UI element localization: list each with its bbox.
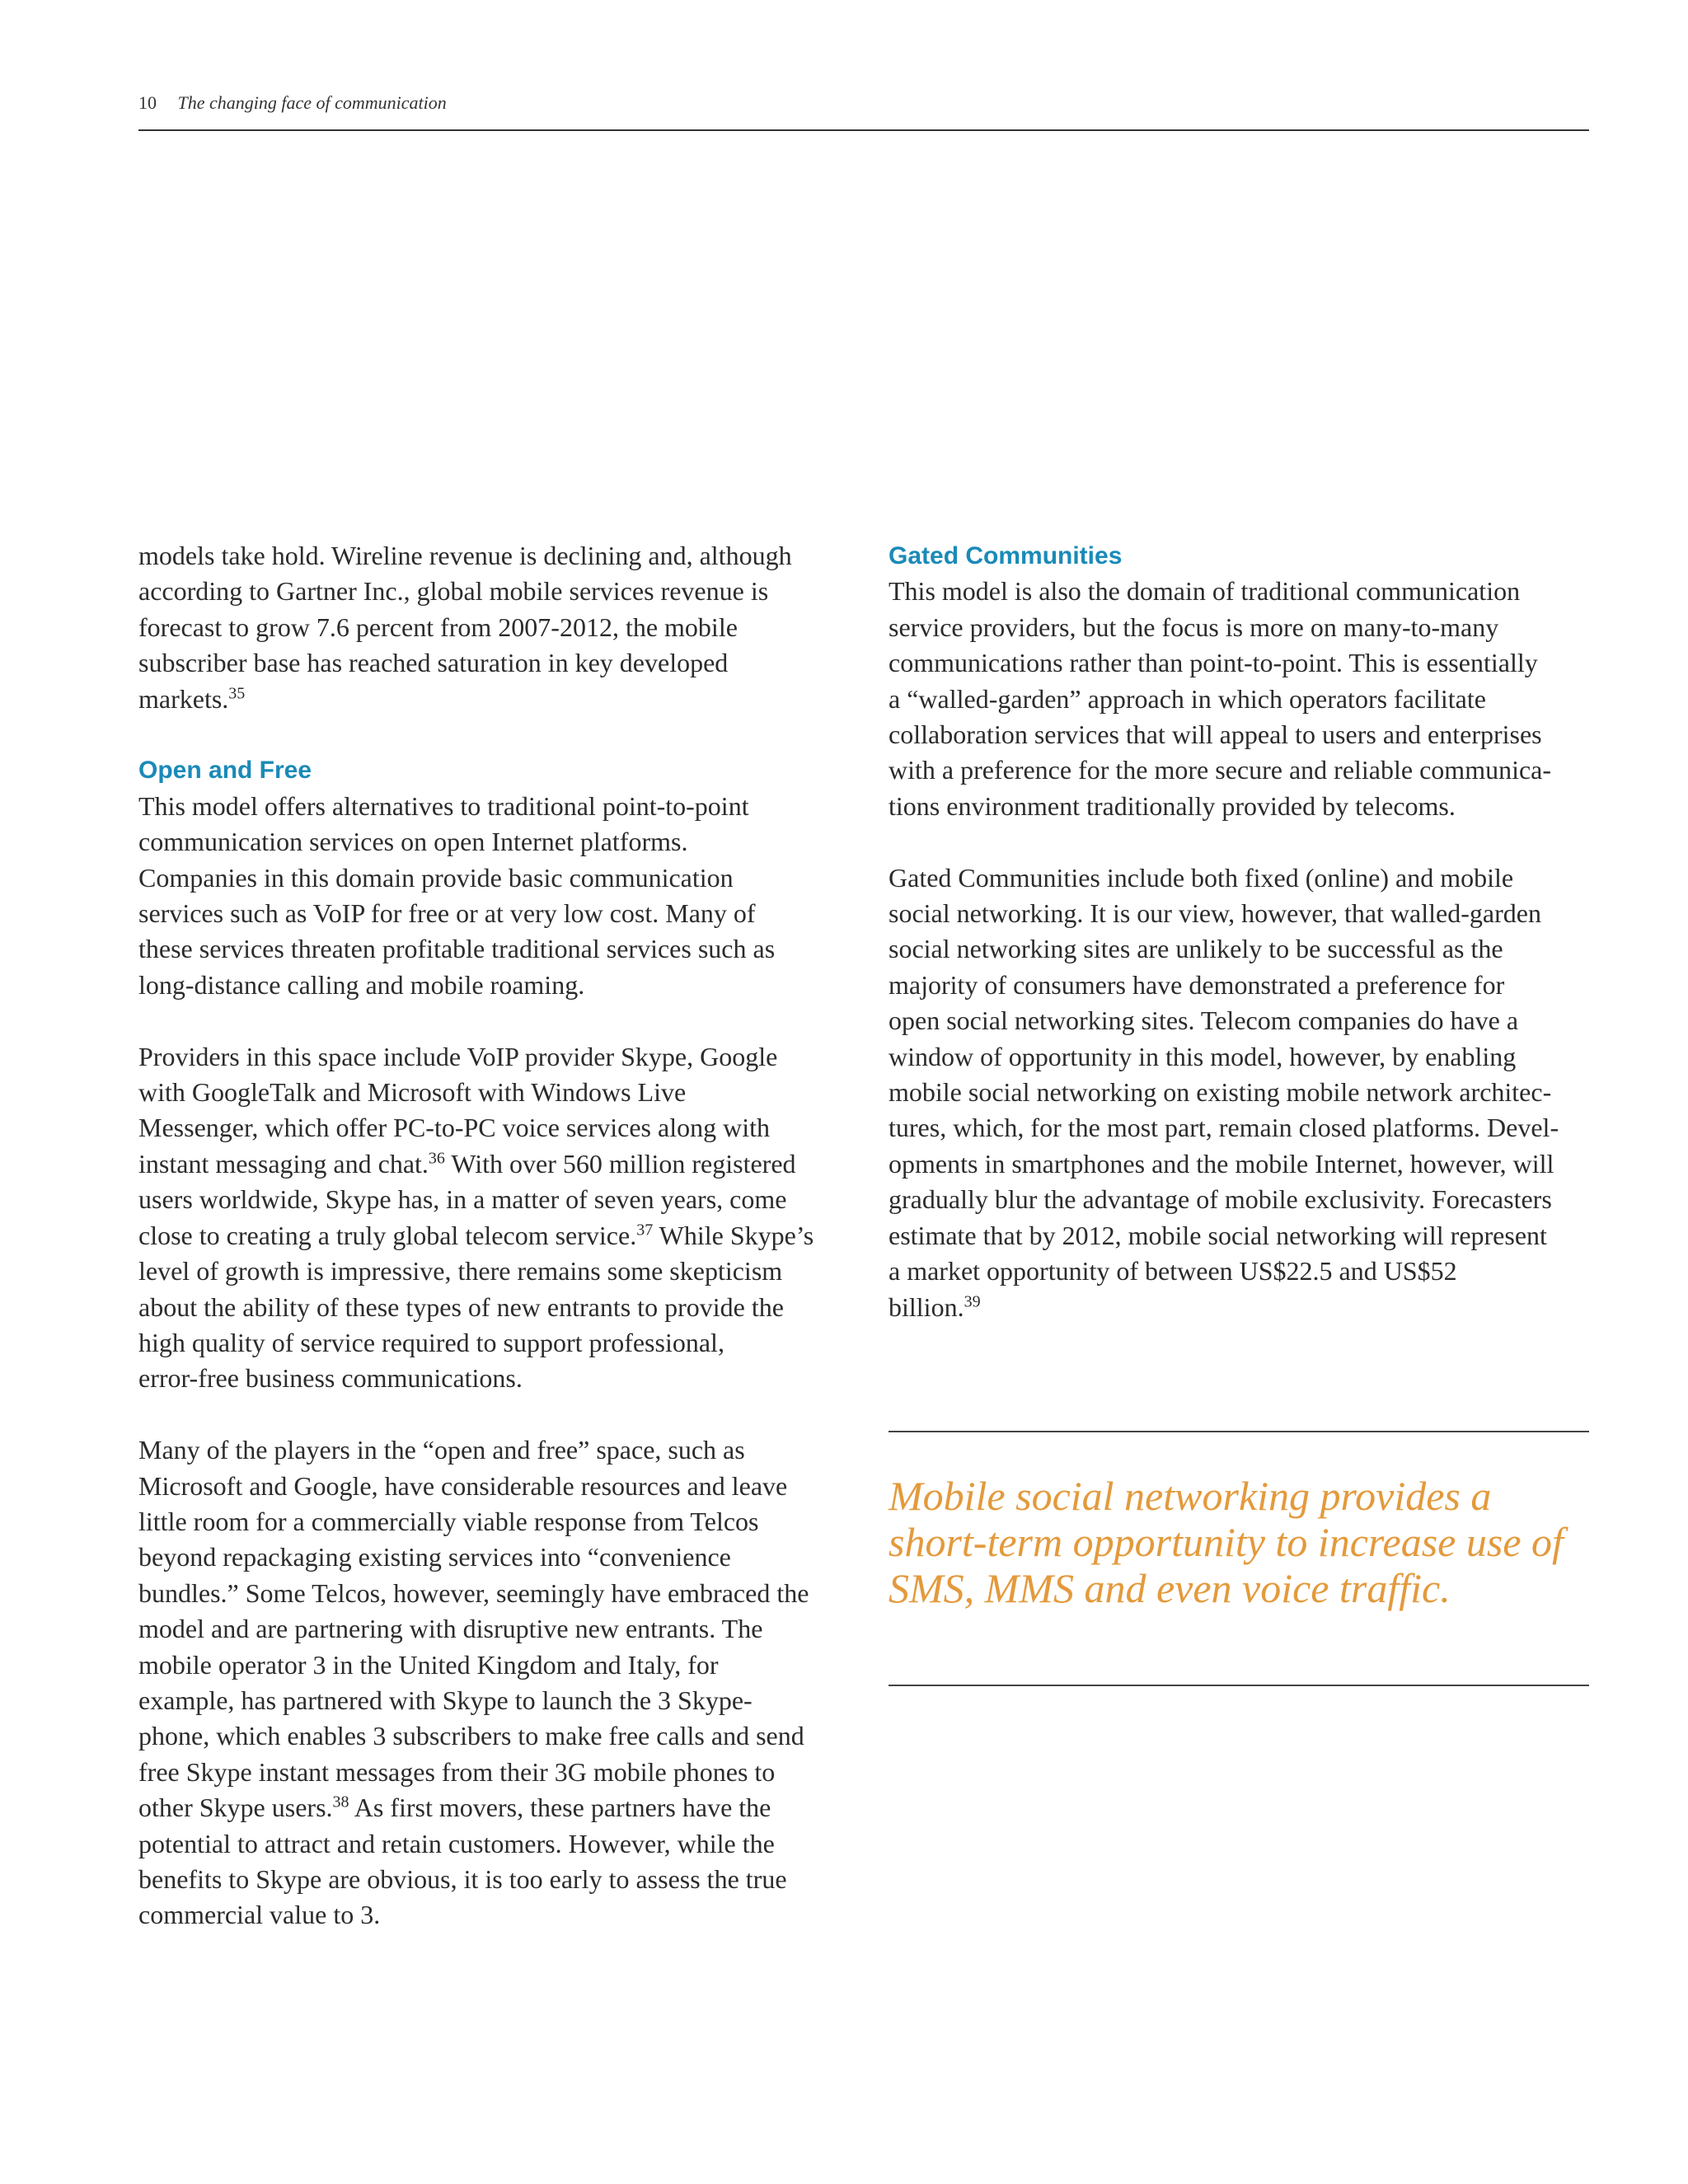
- section-heading-open-and-free: Open and Free: [138, 757, 312, 785]
- page-number: 10: [138, 92, 157, 113]
- pull-quote: Mobile social networking provides a short-term opportunity to increase use of SMS, MMS and even voice traffic.: [889, 1473, 1564, 1611]
- right-column: [889, 538, 1589, 1361]
- paragraph-providers: Providers in this space include VoIP provider Skype, Google with GoogleTalk and Microsoft with Windows Live Messenger, which offer PC-to-PC voice services along with instant messaging and chat.$^{36}$ With over 560 million registered users worldwide, Skype has, in a matter of seven years, come close to creating a truly global telecom service.$^{37}$ While Skype’s level of growth is impressive, there remains some skepticism about the ability of these types of new entrants to provide the high quality of service required to support professional, error-free business communications.: [138, 1041, 814, 1394]
- paragraph-intro: models take hold. Wireline revenue is declining and, although according to Gartner Inc., global mobile services revenue is forecast to grow 7.6 percent from 2007-2012, the mobile subscriber base has reached saturation in key developed markets.$^{35}$: [138, 541, 792, 714]
- paragraph-gated-social: Gated Communities include both fixed (online) and mobile social networking. It is our view, however, that walled-garden social networking sites are unlikely to be successful as the majority of consumers have demonstrated a preference for open social networking sites. Telecom companies do have a window of opportunity in this model, however, by enabling mobile social networking on existing mobile network architec- tures, which, for the most part, remain closed platforms. Devel- opments in smartphones and the mobile Internet, however, will gradually blur the advantage of mobile exclusivity. Forecasters estimate that by 2012, mobile social networking will represent a market opportunity of between US$22.5 and US$52 billion.$^{39}$: [889, 862, 1559, 1322]
- header-divider: [138, 129, 1589, 131]
- paragraph-open-free-definition: This model offers alternatives to traditional point-to-point communication services on open Internet platforms. Companies in this domain provide basic communication services such as VoIP for free or at very low cost. Many of these services threaten profitable traditional services such as long-distance calling and mobile roaming.: [138, 790, 776, 1000]
- pullquote-top-rule: [889, 1431, 1589, 1432]
- footnote-ref: 36: [428, 1149, 445, 1168]
- running-header: [138, 92, 1589, 114]
- pullquote-bottom-rule: [889, 1685, 1589, 1686]
- left-column: [138, 538, 847, 1969]
- footnote-ref: 38: [332, 1793, 349, 1811]
- paragraph-gated-definition: This model is also the domain of traditional communication service providers, but the focus is more on many-to-many communications rather than point-to-point. This is essentially a “walled-garden” approach in which operators facilitate collaboration services that will appeal to users and enterprises with a preference for the more secure and reliable communica- tions environment traditionally provided by telecoms.: [889, 576, 1552, 821]
- footnote-ref: 37: [636, 1221, 654, 1240]
- footnote-ref: 39: [964, 1291, 981, 1310]
- paragraph-players: Many of the players in the “open and free” space, such as Microsoft and Google, have considerable resources and leave little room for a commercially viable response from Telcos beyond repackaging existing services into “convenience bundles.” Some Telcos, however, seemingly have embraced the model and are partnering with disruptive new entrants. The mobile operator 3 in the United Kingdom and Italy, for example, has partnered with Skype to launch the 3 Skype- phone, which enables 3 subscribers to make free calls and send free Skype instant messages from their 3G mobile phones to other Skype users.$^{38}$ As first movers, these partners have the potential to attract and retain customers. However, while the benefits to Skype are obvious, it is too early to assess the true commercial value to 3.: [138, 1435, 809, 1930]
- running-title: The changing face of communication: [177, 92, 447, 113]
- section-heading-gated-communities: Gated Communities: [889, 542, 1123, 569]
- footnote-ref: 35: [228, 683, 246, 702]
